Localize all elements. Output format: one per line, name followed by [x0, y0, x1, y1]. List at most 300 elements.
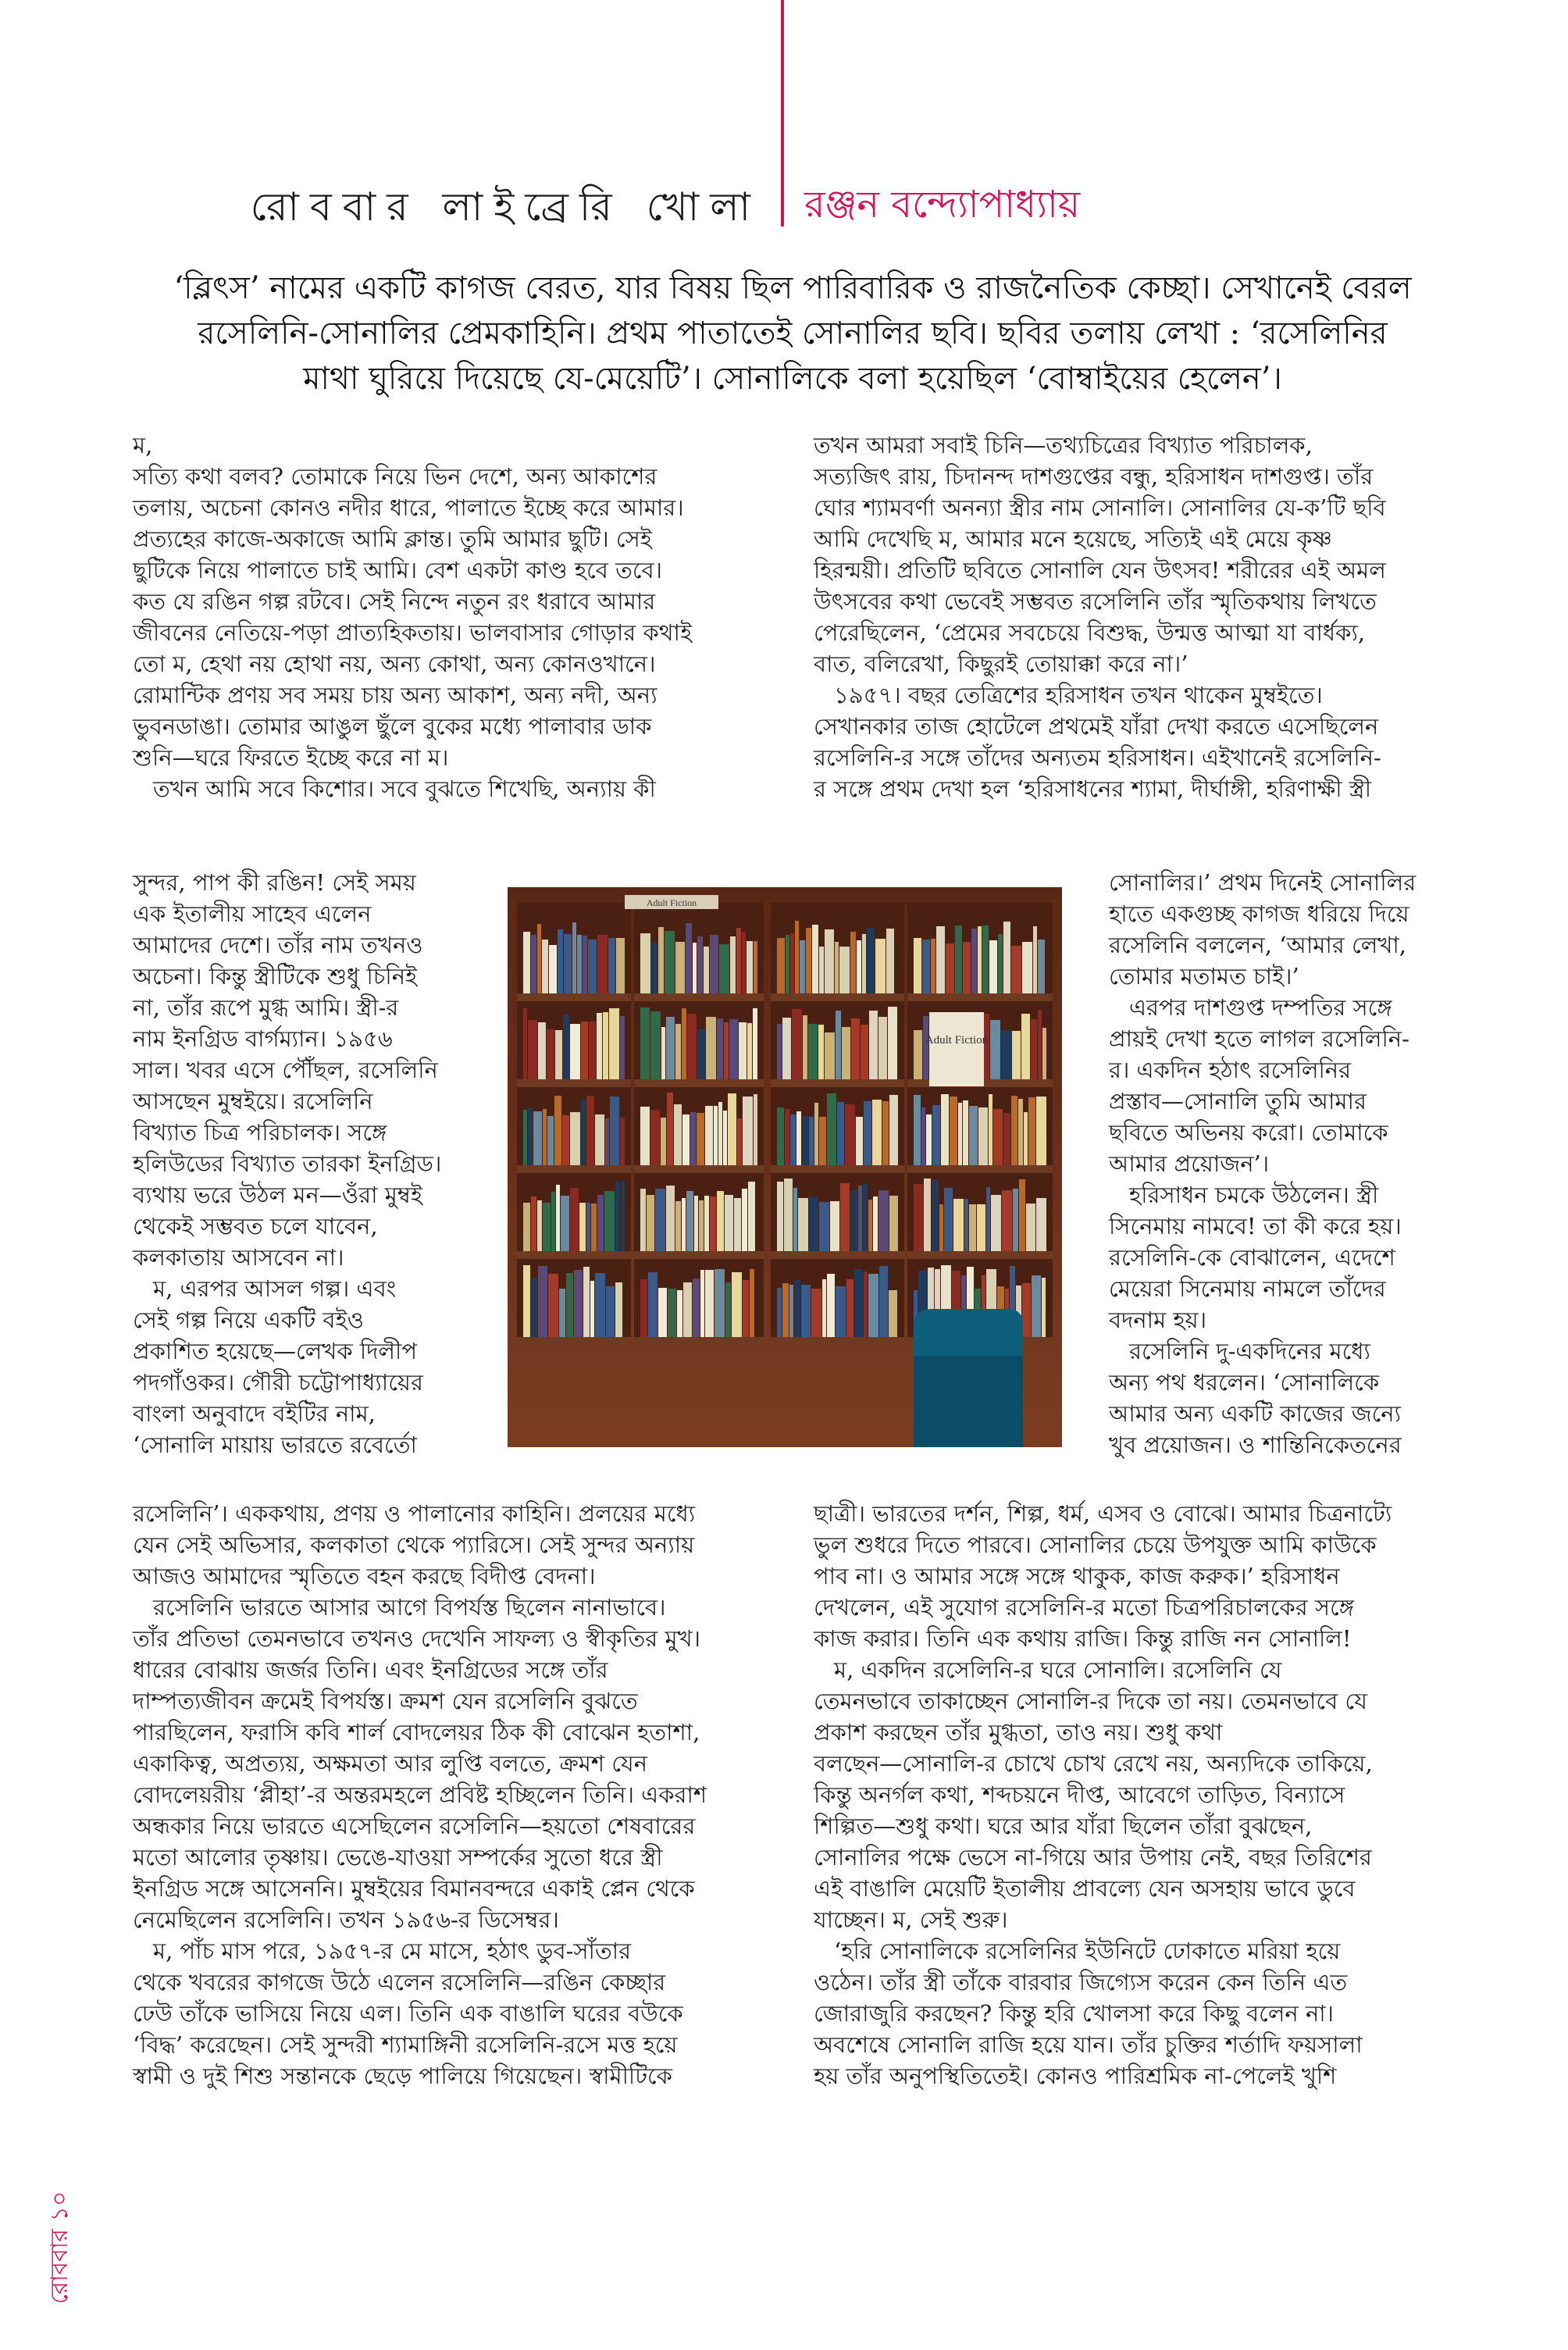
- book-spine: [845, 1104, 855, 1165]
- text-line: ভুবনডাঙা। তোমার আঙুল ছুঁলে বুকের মধ্যে পালাবার ডাক: [133, 713, 652, 740]
- right-column-top: [814, 430, 1386, 804]
- book-spine: [743, 1280, 749, 1337]
- book-spine: [864, 1101, 871, 1165]
- book-spine: [548, 1274, 558, 1337]
- book-spine: [873, 1196, 878, 1251]
- book-spine: [1022, 1283, 1031, 1337]
- book-spine: [737, 1118, 742, 1165]
- book-spine: [851, 1018, 860, 1079]
- book-spine: [1033, 926, 1037, 993]
- book-spine: [868, 1274, 878, 1337]
- text-line: হরিসাধন চমকে উঠলেন। স্ত্রী: [1129, 1182, 1379, 1208]
- book-spine: [936, 926, 945, 993]
- book-spine: [1021, 1014, 1030, 1079]
- book-spine: [989, 1094, 992, 1165]
- book-spine: [846, 1279, 853, 1337]
- book-spine: [941, 1094, 949, 1165]
- book-spine: [572, 922, 576, 993]
- book-spine: [842, 1027, 850, 1079]
- book-spine: [723, 1111, 727, 1165]
- text-line: দাম্পত্যজীবন ক্রমেই বিপর্যস্ত। ক্রমশ যেন রসেলিনি বুঝতে: [133, 1688, 638, 1714]
- text-line: প্রায়ই দেখা হতে লাগল রসেলিনি-: [1109, 1025, 1409, 1052]
- book-spine: [827, 1274, 835, 1337]
- book-spine: [595, 1114, 604, 1165]
- book-spine: [858, 1186, 862, 1251]
- book-spine: [581, 1100, 586, 1165]
- book-spine: [827, 1093, 836, 1165]
- book-spine: [1038, 940, 1045, 993]
- book-spine: [589, 1022, 596, 1079]
- book-spine: [963, 942, 971, 993]
- book-spine: [808, 1024, 818, 1079]
- book-spine: [640, 1279, 647, 1337]
- text-line: ছুটিকে নিয়ে পালাতে চাই আমি। বেশ একটা কাণ্ড হবে তবে।: [133, 557, 663, 583]
- text-line: ওঠেন। তাঁর স্ত্রী তাঁকে বারবার জিগ্যেস করেন কেন তিনি এত: [814, 1969, 1348, 1995]
- book-spine: [964, 1199, 968, 1251]
- folio-text: রোববার ১০: [46, 2191, 73, 2304]
- book-spine: [588, 940, 597, 993]
- text-line: এই বাঙালি মেয়েটি ইতালীয় প্রাবল্যে যেন অসহায় ভাবে ডুবে: [814, 1875, 1356, 1902]
- book-spine: [888, 1007, 897, 1079]
- text-line: নাম ইনগ্রিড বার্গম্যান। ১৯৫৬: [133, 1025, 393, 1052]
- book-spine: [818, 1025, 824, 1079]
- book-spine: [739, 1022, 747, 1079]
- book-spine: [705, 1270, 714, 1337]
- book-spine: [640, 1007, 650, 1079]
- column-title: রোববার লাইব্রেরি খোলা: [250, 184, 761, 230]
- book-spine: [978, 1107, 988, 1165]
- book-spine: [822, 1279, 826, 1337]
- left-column-wrap: [133, 867, 441, 1460]
- text-line: স্বামী ও দুই শিশু সন্তানকে ছেড়ে পালিয়ে গিয়েছেন। স্বামীটিকে: [133, 2063, 672, 2089]
- book-spine: [533, 1111, 542, 1165]
- text-line: প্রকাশিত হয়েছে—লেখক দিলীপ: [133, 1338, 418, 1364]
- book-spine: [782, 1283, 789, 1337]
- text-line: হাতে একগুচ্ছ কাগজ ধরিয়ে দিয়ে: [1109, 900, 1409, 927]
- book-spine: [1013, 1189, 1018, 1251]
- book-spine: [969, 1106, 978, 1165]
- book-spine: [616, 938, 625, 993]
- book-spine: [837, 1102, 844, 1165]
- book-spine: [661, 1118, 666, 1165]
- book-spine: [886, 929, 894, 993]
- book-spine: [531, 935, 536, 993]
- book-spine: [556, 1185, 560, 1251]
- book-spine: [754, 1094, 757, 1165]
- book-spine: [523, 1008, 527, 1079]
- text-line: ধারের বোঝায় জর্জর তিনি। এবং ইনগ্রিডের সঙ্গে তাঁর: [133, 1656, 608, 1683]
- book-spine: [1003, 1113, 1010, 1165]
- book-spine: [717, 1018, 723, 1079]
- shelf-board: [634, 993, 764, 1001]
- text-line: প্রত্যহের কাজে-অকাজে আমি ক্লান্ত। তুমি আমার ছুটি। সেই: [133, 526, 652, 552]
- book-spine: [819, 947, 824, 993]
- book-spine: [946, 943, 954, 993]
- book-spine: [651, 942, 657, 993]
- book-spine: [682, 1008, 686, 1079]
- book-spine: [547, 1029, 554, 1079]
- text-line: পদগাঁওকর। গৌরী চট্টোপাধ্যায়ের: [133, 1369, 423, 1396]
- book-spine: [1038, 1010, 1042, 1079]
- text-line: তো ম, হেথা নয় হোথা নয়, অন্য কোথা, অন্য কোনওখানে।: [133, 651, 656, 677]
- text-line: তাঁর প্রতিভা তেমনভাবে তখনও দেখেনি সাফল্য ও স্বীকৃতির মুখ।: [133, 1625, 700, 1652]
- text-line: থেকে খবরের কাগজে উঠে এলেন রসেলিনি—রঙিন কেচ্ছার: [133, 1969, 666, 1995]
- text-line: হিরন্ময়ী। প্রতিটি ছবিতে সোনালি যেন উৎসব! শরীরের এই অমল: [814, 557, 1386, 583]
- text-line: সেখানকার তাজ হোটেলে প্রথমেই যাঁরা দেখা করতে এসেছিলেন: [814, 713, 1379, 740]
- book-spine: [697, 936, 703, 993]
- text-line: যাচ্ছেন। ম, সেই শুরু।: [814, 1906, 1008, 1933]
- text-line: হলিউডের বিখ্যাত তারকা ইনগ্রিড।: [133, 1150, 442, 1177]
- shelf-board: [517, 993, 631, 1001]
- book-spine: [809, 1197, 818, 1251]
- header-divider-rule: [781, 0, 784, 226]
- text-line: রসেলিনি-কে বোঝালেন, এদেশে: [1109, 1244, 1395, 1271]
- right-column-wrap: [1109, 867, 1416, 1460]
- book-spine: [750, 1269, 754, 1337]
- book-spine: [889, 1196, 898, 1251]
- book-spine: [1022, 942, 1032, 993]
- blue-chair-seat: [914, 1356, 1023, 1447]
- book-spine: [597, 1195, 604, 1251]
- adult-fiction-sign-text: Adult Fiction: [925, 1034, 989, 1047]
- book-spine: [863, 1183, 868, 1251]
- shelf-board: [517, 1251, 631, 1259]
- book-spine: [794, 1280, 800, 1337]
- book-spine: [939, 1204, 943, 1251]
- book-spine: [1018, 1099, 1023, 1165]
- book-spine: [661, 1027, 665, 1079]
- book-spine: [734, 1198, 741, 1251]
- book-spine: [697, 1113, 704, 1165]
- text-line: শিল্পিত—শুধু কথা। ঘরে আর যাঁরা ছিলেন তাঁরা বুঝছেন,: [814, 1813, 1313, 1839]
- book-spine: [819, 1117, 826, 1165]
- book-spine: [686, 1191, 693, 1251]
- book-spine: [924, 1179, 931, 1251]
- book-spine: [655, 1189, 665, 1251]
- book-spine: [969, 1204, 976, 1251]
- book-spine: [699, 1200, 704, 1251]
- book-spine: [650, 1110, 660, 1165]
- book-spine: [604, 1191, 615, 1251]
- book-spine: [1026, 1204, 1035, 1251]
- book-spine: [857, 940, 861, 993]
- book-spine: [1019, 1179, 1025, 1251]
- book-spine: [889, 1095, 898, 1165]
- page-folio: [41, 2023, 87, 2304]
- deck-line: ‘ব্লিৎস’ নামের একটি কাগজ বেরত, যার বিষয় ছিল পারিবারিক ও রাজনৈতিক কেচ্ছা। সেখানেই বেরল: [173, 270, 1412, 306]
- book-spine: [694, 1196, 698, 1251]
- book-spine: [914, 1184, 923, 1251]
- text-line: বলছেন—সোনালি-র চোখে চোখ রেখে নয়, অন্যদিকে তাকিয়ে,: [814, 1750, 1373, 1777]
- text-line: ছাত্রী। ভারতের দর্শন, শিল্প, ধর্ম, এসব ও বোঝে। আমার চিত্রনাট্যে: [814, 1500, 1392, 1527]
- book-spine: [559, 1289, 565, 1337]
- book-spine: [700, 1270, 704, 1337]
- book-spine: [562, 1115, 569, 1165]
- text-line: পারছিলেন, ফরাসি কবি শার্ল বোদলেয়র ঠিক কী বোঝেন হতাশা,: [133, 1719, 700, 1746]
- text-line: ১৯৫৭। বছর তেত্রিশের হরিসাধন তখন থাকেন মুম্বইতে।: [834, 682, 1323, 708]
- text-line: বাংলা অনুবাদে বইটির নাম,: [133, 1400, 376, 1427]
- text-line: র সঙ্গে প্রথম দেখা হল ‘হরিসাধনের শ্যামা, দীর্ঘাঙ্গী, হরিণাক্ষী স্ত্রী: [814, 776, 1372, 802]
- book-spine: [704, 1196, 709, 1251]
- text-line: আমার প্রয়োজন’।: [1109, 1150, 1270, 1177]
- book-spine: [802, 1116, 808, 1165]
- book-spine: [640, 933, 650, 993]
- book-spine: [677, 1290, 682, 1337]
- book-spine: [889, 1290, 897, 1337]
- book-spine: [742, 1189, 747, 1251]
- text-line: রসেলিনি দু-একদিনের মধ্যে: [1129, 1338, 1370, 1364]
- text-line: অবশেষে সোনালি রাজি হয়ে যান। তাঁর চুক্তির শর্তাদি ফয়সালা: [814, 2031, 1363, 2058]
- book-spine: [561, 1196, 569, 1251]
- text-line: বদনাম হয়।: [1109, 1307, 1207, 1333]
- text-line: ঘোর শ্যামবর্ণা অনন্যা স্ত্রীর নাম সোনালি। সোনালির যে-ক’টি ছবি: [814, 494, 1386, 521]
- book-spine: [640, 1189, 646, 1251]
- book-spine: [666, 1017, 675, 1079]
- book-spine: [537, 924, 541, 993]
- book-spine: [719, 944, 729, 993]
- book-spine: [640, 1107, 650, 1165]
- book-spine: [982, 925, 989, 993]
- top-shelf-sign-text: Adult Fiction: [646, 897, 697, 908]
- book-spine: [675, 1024, 681, 1079]
- text-line: অন্য পথ ধরলেন। ‘সোনালিকে: [1109, 1369, 1380, 1396]
- text-line: সাল। খবর এসে পৌঁছল, রসেলিনি: [133, 1057, 438, 1083]
- book-spine: [718, 1102, 722, 1165]
- book-spine: [725, 1195, 733, 1251]
- text-line: ‘হরি সোনালিকে রসেলিনির ইউনিটে ঢোকাতে মরিয়া হয়ে: [834, 1938, 1341, 1964]
- book-spine: [777, 1107, 784, 1165]
- book-spine: [777, 1182, 783, 1251]
- text-line: এরপর দাশগুপ্ত দম্পতির সঙ্গে: [1129, 994, 1392, 1021]
- book-spine: [800, 940, 805, 993]
- text-line: আসছেন মুম্বইয়ে। রসেলিনি: [133, 1088, 373, 1114]
- text-line: সত্যজিৎ রায়, চিদানন্দ দাশগুপ্তের বন্ধু, হরিসাধন দাশগুপ্ত। তাঁর: [814, 463, 1374, 490]
- book-spine: [682, 1114, 690, 1165]
- text-line: জোরাজুরি করছেন? কিন্তু হরি খোলসা করে কিছু বলেন না।: [814, 2000, 1335, 2027]
- book-spine: [531, 1196, 536, 1251]
- book-spine: [795, 921, 799, 993]
- book-spine: [603, 1012, 608, 1079]
- text-line: মেয়েরা সিনেমায় নামলে তাঁদের: [1109, 1275, 1386, 1302]
- book-spine: [620, 1118, 625, 1165]
- text-line: পেরেছিলেন, ‘প্রেমের সবচেয়ে বিশুদ্ধ, উন্মত্ত আত্মা যা বার্ধক্য,: [814, 619, 1366, 646]
- book-spine: [549, 945, 557, 993]
- book-spine: [605, 1118, 609, 1165]
- book-spine: [686, 923, 692, 993]
- text-line: তখন আমরা সবাই চিনি—তথ্যচিত্রের বিখ্যাত পরিচালক,: [814, 432, 1313, 458]
- book-spine: [583, 1267, 590, 1337]
- book-spine: [538, 1266, 547, 1337]
- book-spine: [932, 1105, 940, 1165]
- deck-line: রসেলিনি-সোনালির প্রেমকাহিনি। প্রথম পাতাতেই সোনালির ছবি। ছবির তলায় লেখা : ‘রসেলিনির: [198, 316, 1388, 351]
- book-spine: [1003, 922, 1010, 993]
- book-spine: [563, 1015, 569, 1079]
- book-spine: [922, 940, 930, 993]
- text-line: ভুল শুধরে দিতে পারবে। সোনালির চেয়ে উপযুক্ত আমি কাউকে: [814, 1532, 1377, 1558]
- text-line: একাকিত্ব, অপ্রত্যয়, অক্ষমতা আর লুপ্তি বলতে, ক্রমশ যেন: [133, 1750, 648, 1777]
- article-deck: [133, 266, 1452, 401]
- book-spine: [811, 1289, 821, 1337]
- shelf-board: [517, 1337, 631, 1345]
- text-line: সত্যি কথা বলব? তোমাকে নিয়ে ভিন দেশে, অন্য আকাশের: [133, 463, 657, 490]
- book-spine: [693, 943, 697, 993]
- book-spine: [608, 938, 615, 993]
- book-spine: [798, 1198, 808, 1251]
- text-line: ম, এরপর আসল গল্প। এবং: [153, 1275, 397, 1302]
- book-spine: [1036, 1097, 1046, 1165]
- text-line: প্রকাশ করছেন তাঁর মুগ্ধতা, তাও নয়। শুধু কথা: [814, 1719, 1223, 1746]
- book-spine: [674, 1104, 682, 1165]
- text-line: তোমার মতামত চাই।’: [1109, 963, 1299, 990]
- text-line: সুন্দর, পাপ কী রঙিন! সেই সময়: [133, 869, 416, 896]
- text-line: রসেলিনি ভারতে আসার আগে বিপর্যস্ত ছিলেন নানাভাবে।: [153, 1594, 666, 1621]
- text-line: রসেলিনি’। এককথায়, প্রণয় ও পালানোর কাহিনি। প্রলয়ের মধ্যে: [133, 1500, 696, 1527]
- book-spine: [675, 1201, 681, 1251]
- book-spine: [551, 1192, 555, 1251]
- book-spine: [777, 1024, 782, 1079]
- text-line: প্রস্তাব—সোনালি তুমি আমার: [1109, 1088, 1367, 1114]
- text-line: শুনি—ঘরে ফিরতে ইচ্ছে করে না ম।: [133, 744, 449, 771]
- book-spine: [665, 931, 675, 993]
- book-spine: [978, 926, 982, 993]
- book-spine: [786, 935, 789, 993]
- book-spine: [1002, 1190, 1012, 1251]
- shelf-board: [517, 1079, 631, 1087]
- book-spine: [555, 1030, 562, 1079]
- shelf-board: [907, 1165, 1053, 1173]
- shelf-board: [771, 1165, 904, 1173]
- book-spine: [803, 1015, 807, 1079]
- book-spine: [878, 1190, 889, 1251]
- shelf-board: [907, 993, 1053, 1001]
- book-spine: [991, 1195, 1001, 1251]
- book-spine: [537, 1200, 542, 1251]
- book-spine: [591, 1204, 597, 1251]
- text-line: আমার অন্য একটি কাজের জন্যে: [1109, 1400, 1402, 1427]
- text-line: ইনগ্রিড সঙ্গে আসেননি। মুম্বইয়ের বিমানবন্দরে একাই প্লেন থেকে: [133, 1875, 695, 1902]
- book-spine: [717, 1191, 724, 1251]
- book-spine: [683, 1282, 692, 1337]
- book-spine: [1024, 1112, 1028, 1165]
- book-spine: [542, 940, 548, 993]
- text-line: হয় তাঁর অনুপস্থিতিতেই। কোনও পারিশ্রমিক না-পেলেই খুশি: [814, 2063, 1337, 2089]
- book-spine: [950, 1097, 957, 1165]
- text-line: র। একদিন হঠাৎ রসেলিনির: [1109, 1057, 1352, 1083]
- book-spine: [790, 933, 794, 993]
- book-spine: [715, 1269, 725, 1337]
- book-spine: [868, 1200, 872, 1251]
- shelf-board: [634, 1251, 764, 1259]
- book-spine: [825, 929, 834, 993]
- text-line: সিনেমায় নামবে! তা কী করে হয়।: [1109, 1213, 1402, 1239]
- book-spine: [620, 1016, 625, 1079]
- book-spine: [872, 1100, 882, 1165]
- book-spine: [790, 1114, 796, 1165]
- text-line: খুব প্রয়োজন। ও শান্তিনিকেতনের: [1109, 1432, 1402, 1458]
- shelf-board: [634, 1337, 764, 1345]
- book-spine: [879, 1266, 888, 1337]
- book-spine: [531, 1278, 537, 1337]
- book-spine: [732, 1272, 742, 1337]
- book-spine: [595, 1273, 605, 1337]
- book-spine: [944, 1188, 953, 1251]
- left-column-bottom: [133, 1498, 707, 2091]
- book-spine: [543, 1109, 547, 1165]
- book-spine: [658, 927, 664, 993]
- text-line: অন্ধকার নিয়ে ভারতে এসেছিলেন রসেলিনি—হয়তো শেষবারের: [133, 1813, 696, 1839]
- text-line: তলায়, অচেনা কোনও নদীর ধারে, পালাতে ইচ্ছে করে আমার।: [133, 494, 684, 521]
- library-bookshelves-photo: [508, 887, 1062, 1447]
- text-line: জীবনের নেতিয়ে-পড়া প্রাত্যহিকতায়। ভালবাসার গোড়ার কথাই: [133, 619, 693, 646]
- book-spine: [547, 1116, 554, 1165]
- book-spine: [597, 1013, 602, 1079]
- book-spine: [819, 1202, 829, 1251]
- book-spine: [977, 1204, 985, 1251]
- book-spine: [784, 1179, 793, 1251]
- book-spine: [666, 1186, 675, 1251]
- text-line: কাজ করার। তিনি এক কথায় রাজি। কিন্তু রাজি নন সোনালি!: [814, 1625, 1352, 1652]
- book-spine: [990, 1020, 1000, 1079]
- book-spine: [1032, 1275, 1041, 1337]
- book-spine: [796, 1111, 801, 1165]
- deck-line: মাথা ঘুরিয়ে দিয়েছে যে-মেয়েটি’। সোনালিকে বলা হয়েছিল ‘বোম্বাইয়ের হেলেন’।: [303, 361, 1282, 397]
- text-line: না, তাঁর রূপে মুগ্ধ আমি। স্ত্রী-র: [133, 994, 399, 1021]
- book-spine: [1011, 1096, 1017, 1165]
- text-line: রসেলিনি-র সঙ্গে তাঁদের অন্যতম হরিসাধন। এইখানেই রসেলিনি-: [814, 744, 1381, 771]
- shelf-board: [634, 1079, 764, 1087]
- book-spine: [789, 1285, 793, 1337]
- shelf-board: [771, 1079, 904, 1087]
- text-line: এক ইতালীয় সাহেব এলেন: [133, 900, 372, 927]
- book-spine: [1042, 1028, 1046, 1079]
- book-spine: [682, 1198, 686, 1251]
- book-spine: [914, 1030, 922, 1079]
- book-spine: [697, 1029, 705, 1079]
- book-spine: [687, 1014, 697, 1079]
- book-spine: [914, 1095, 921, 1165]
- book-spine: [850, 1190, 857, 1251]
- text-line: সোনালির।’ প্রথম দিনেই সোনালির: [1109, 869, 1417, 896]
- text-line: কিন্তু অনর্গল কথা, শব্দচয়নে দীপ্ত, আবেগে তাড়িত, বিন্যাসে: [814, 1781, 1345, 1808]
- book-spine: [921, 1107, 925, 1165]
- book-spine: [658, 1288, 667, 1337]
- text-line: কত যে রঙিন গল্প রটবে। সেই নিন্দে নতুন রং ধরাবে আমার: [133, 588, 656, 615]
- book-spine: [882, 1101, 889, 1165]
- text-line: কলকাতায় আসবেন না।: [133, 1244, 344, 1271]
- author-name: রঞ্জন বন্দ্যোপাধ্যায়: [804, 183, 1081, 226]
- book-spine: [577, 935, 582, 993]
- book-spine: [955, 925, 962, 993]
- book-spine: [836, 1011, 841, 1079]
- book-spine: [615, 1181, 620, 1251]
- book-spine: [793, 1188, 797, 1251]
- book-spine: [840, 1183, 850, 1251]
- book-spine: [538, 1022, 546, 1079]
- book-spine: [574, 1270, 583, 1337]
- book-spine: [986, 1187, 990, 1251]
- book-spine: [1001, 1030, 1011, 1079]
- text-line: ব্যথায় ভরে উঠল মন—ওঁরা মুম্বই: [133, 1182, 422, 1208]
- book-spine: [570, 1188, 579, 1251]
- book-spine: [586, 1096, 594, 1165]
- shelf-board: [634, 1165, 764, 1173]
- book-spine: [993, 1109, 1003, 1165]
- book-spine: [543, 1203, 551, 1251]
- book-spine: [812, 925, 818, 993]
- book-spine: [971, 929, 977, 993]
- book-spine: [953, 1199, 964, 1251]
- book-spine: [792, 1009, 802, 1079]
